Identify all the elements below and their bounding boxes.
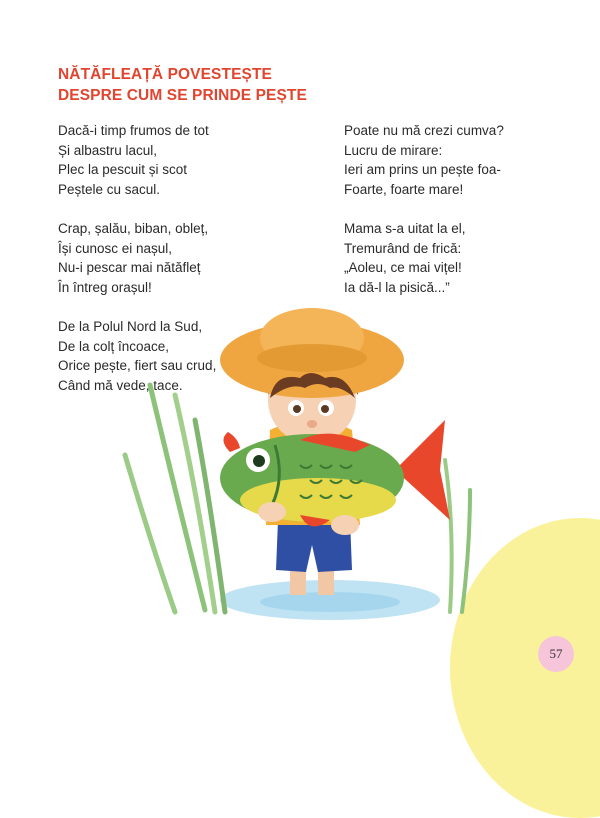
verse-line: Foarte, foarte mare!: [344, 181, 464, 197]
hand-left: [258, 502, 286, 522]
verse-line: Plec la pescuit și scot: [58, 162, 188, 177]
reeds-right: [445, 460, 470, 612]
verse-line: Ieri am prins un pește foa-: [344, 162, 501, 177]
verse-line: Când mă vede, tace.: [58, 377, 183, 393]
verse-line: Poate nu mă crezi cumva?: [344, 123, 504, 138]
verse-line: Lucru de mirare:: [344, 142, 443, 158]
verse-line: Mama s-a uitat la el,: [344, 221, 466, 236]
page-number-badge: 57: [538, 636, 574, 672]
verse-line: Peștele cu sacul.: [58, 181, 161, 197]
hand-right: [331, 515, 359, 535]
verse-line: Își cunosc ei nașul,: [58, 240, 173, 256]
verse-line: Nu-i pescar mai nătăfleț: [58, 260, 201, 275]
verse-line: Orice pește, fiert sau crud,: [58, 358, 217, 373]
verse-line: În întreg orașul!: [58, 279, 152, 295]
verse-line: Crap, șalău, biban, obleț,: [58, 221, 209, 236]
fish: [220, 420, 450, 526]
verse-line: „Aoleu, ce mai vițel!: [344, 260, 462, 275]
reeds-left: [125, 385, 225, 612]
poem-title-line-1: NĂTĂFLEAȚĂ POVESTEȘTE: [58, 66, 272, 83]
poem-title-line-2: DESPRE CUM SE PRINDE PEȘTE: [58, 87, 307, 104]
verse-line: Ia dă-l la pisică...”: [344, 279, 450, 295]
verse-line: Dacă-i timp frumos de tot: [58, 123, 209, 138]
fish-lips: [223, 432, 240, 452]
verse-line: De la colț încoace,: [58, 338, 170, 354]
verse-line: De la Polul Nord la Sud,: [58, 319, 203, 334]
verse-line: Și albastru lacul,: [58, 142, 158, 158]
verse-line: Tremurând de frică:: [344, 240, 462, 256]
fish-tail: [395, 420, 450, 520]
